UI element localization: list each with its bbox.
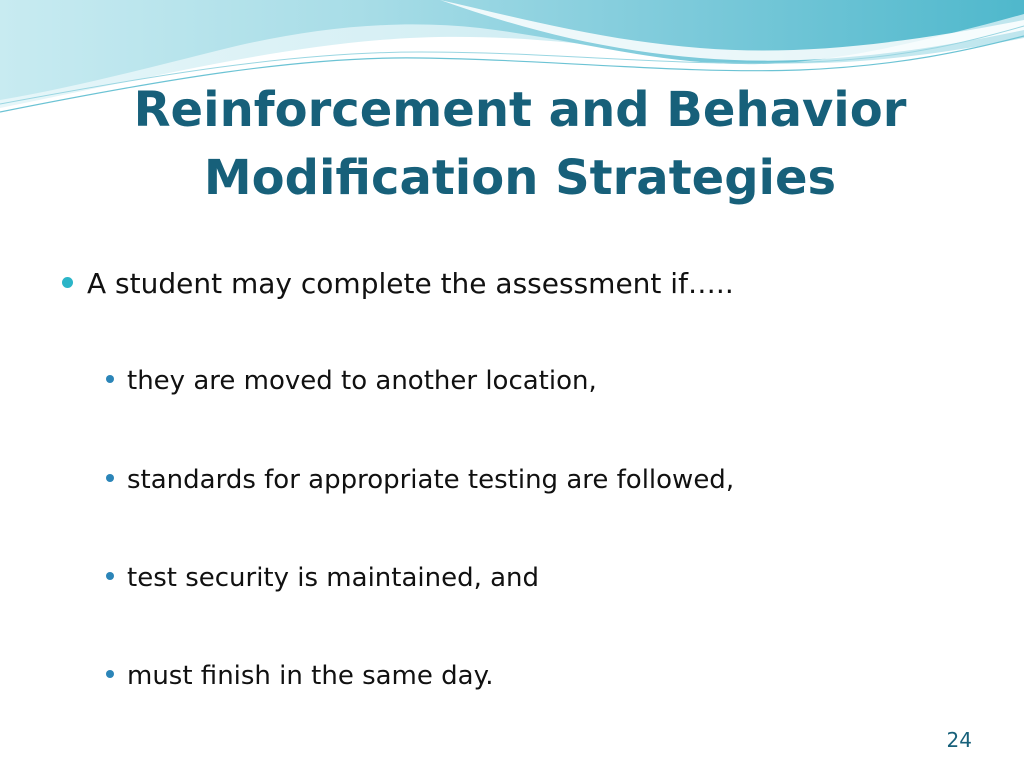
- slide-page-number: 24: [946, 728, 972, 752]
- sub-bullet-item-4: [106, 657, 494, 695]
- sub-bullet-item-text: they are moved to another location,: [127, 366, 597, 396]
- sub-bullet-item-text: must finish in the same day.: [127, 661, 494, 691]
- sub-bullet-item-3: [106, 559, 539, 597]
- sub-bullet-dot-icon: [106, 375, 114, 383]
- bullet-item-text: A student may complete the assessment if…..: [87, 267, 734, 300]
- sub-bullet-dot-icon: [106, 572, 114, 580]
- sub-bullet-item-text: standards for appropriate testing are followed,: [127, 465, 735, 495]
- bullet-dot-icon: [62, 277, 73, 288]
- sub-bullet-dot-icon: [106, 474, 114, 482]
- bullet-item-1: [62, 264, 734, 304]
- slide-title-line-1: Reinforcement and Behavior: [133, 82, 907, 138]
- sub-bullet-item-2: [106, 461, 734, 499]
- sub-bullet-item-text: test security is maintained, and: [127, 563, 540, 593]
- sub-bullet-item-1: [106, 362, 597, 400]
- sub-bullet-dot-icon: [106, 670, 114, 678]
- slide-title-line-2: Modification Strategies: [203, 150, 837, 206]
